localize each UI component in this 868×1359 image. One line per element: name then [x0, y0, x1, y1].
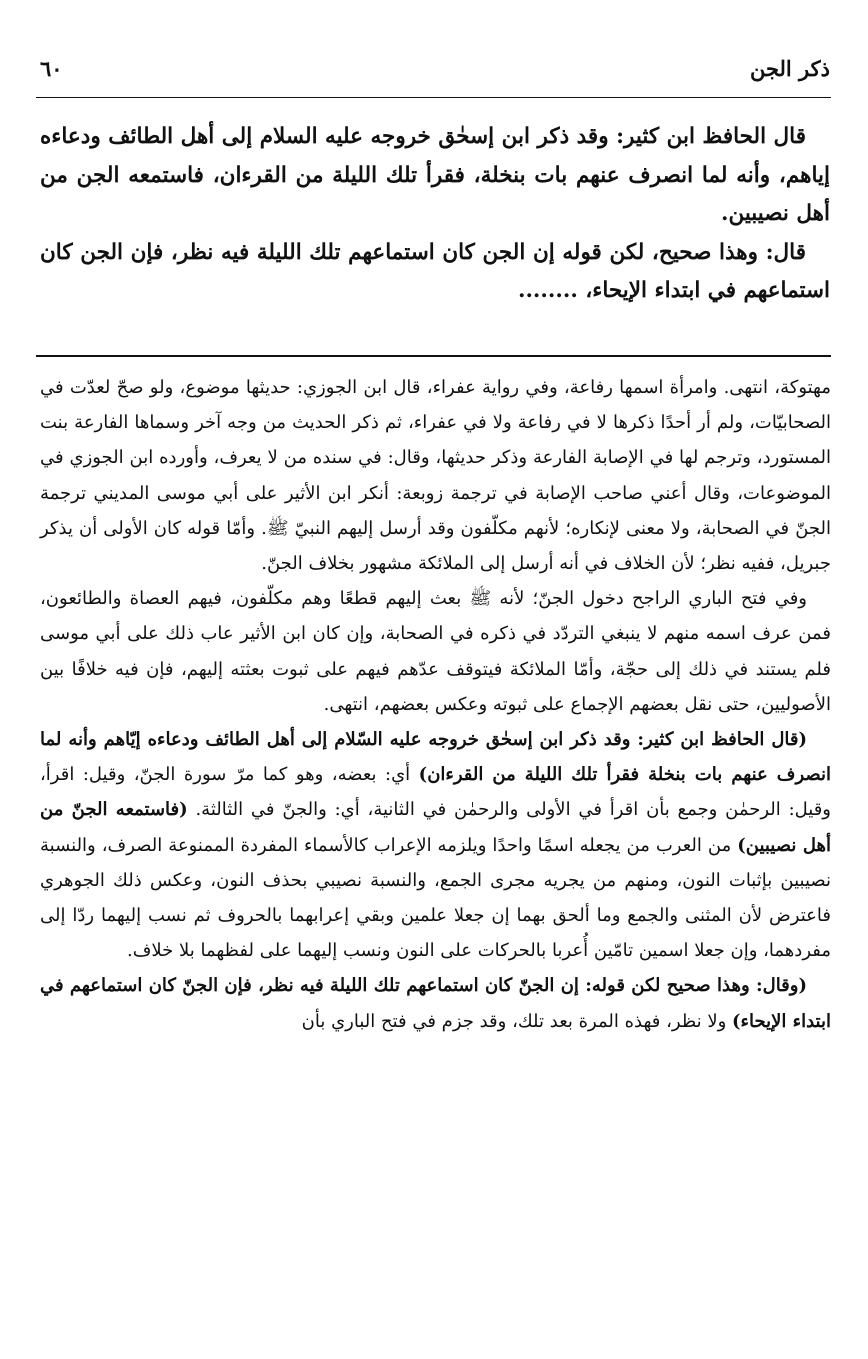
page-header — [40, 50, 830, 92]
separator-rule — [36, 355, 831, 357]
running-title: ذكر الجن — [749, 56, 830, 81]
commentary-text-span: من العرب من يجعله اسمًا واحدًا ويلزمه الإعراب كالأسماء المفردة الممنوعة الصرف، والنسبة نصيبين بإثبات النون، ومنهم من يجريه مجرى الجمع، والنسبة نصيبي بحذف النون، وعكس ذلك الجوهري فاعترض لأن المثنى والجمع وما ألحق بهما إن جعلا علمين وبقي إعرابهما بالحروف ثم نسب إليهما ردّا إلى مفردهما، وإن جعلا اسمين تامّين أُعربا بالحركات على النون ونسب إليهما على لفظهما بلا خلاف. — [40, 834, 831, 962]
page-number: ٦٠ — [40, 56, 63, 81]
commentary-paragraph-1: مهتوكة، انتهى. وامرأة اسمها رفاعة، وفي رواية عفراء، قال ابن الجوزي: حديثها موضوع، ولو صحّ لعدّت في الصحابيّات، ولم أر أحدًا ذكرها لا في رفاعة ولا في عفراء، ثم ذكر الحديث من وجه آخر وسماها الفارعة بنت المستورد، وترجم لها في الإصابة الفارعة وذكر حديثها، وقال: في سنده من لا يعرف، وأورده ابن الجوزي في الموضوعات، وقال أعني صاحب الإصابة في ترجمة زوبعة: أنكر ابن الأثير على أبي موسى المديني ترجمة الجنّ في الصحابة، ولا معنى لإنكاره؛ لأنهم مكلّفون وقد أرسل إليهم النبيّ ﷺ. وأمّا قوله كان الأولى أن يذكر جبريل، ففيه نظر؛ لأن الخلاف في أنه أرسل إلى الملائكة مشهور بخلاف الجنّ. — [40, 377, 832, 575]
commentary-text-span: ولا نظر، فهذه المرة بعد تلك، وقد جزم في فتح الباري بأن — [301, 1010, 733, 1032]
commentary-paragraph-3 — [40, 722, 831, 968]
commentary-paragraph-2: وفي فتح الباري الراجح دخول الجنّ؛ لأنه ﷺ بعث إليهم قطعًا وهم مكلّفون، فيهم العصاة والطائعون، فمن عرف اسمه منهم لا ينبغي التردّد في ذكره في الصحابة، وإن كان ابن الأثير عاب ذلك على أبي موسى فلم يستند في ذلك إلى حجّة، وأمّا الملائكة فيتوقف عدّهم فيهم على ثبوت بعثته إليهم، فإن فيه خلافًا بين الأصوليين، حتى نقل بعضهم الإجماع على ثبوته وعكس بعضهم، انتهى. — [40, 588, 831, 715]
commentary-text — [40, 370, 831, 1039]
quoted-text: (فاستمعه الجنّ من أهل نصيبين) — [40, 799, 832, 856]
main-paragraph-1: قال الحافظ ابن كثير: وقد ذكر ابن إسحٰق خروجه عليه السلام إلى أهل الطائف ودعاءه إياهم، وأنه لما انصرف عنهم بات بنخلة، فقرأ تلك الليلة من القرءان، فاستمعه الجن من أهل نصيبين. — [40, 124, 830, 226]
commentary-paragraph-4 — [40, 968, 831, 1038]
header-rule — [36, 97, 831, 98]
main-paragraph-2: قال: وهذا صحيح، لكن قوله إن الجن كان استماعهم تلك الليلة فيه نظر، فإن الجن كان استماعهم في ابتداء الإيحاء، ........ — [40, 239, 830, 303]
quoted-text: (قال الحافظ ابن كثير: وقد ذكر ابن إسحٰق خروجه عليه السّلام إلى أهل الطائف ودعاءه إيّاهم وأنه لما انصرف عنهم بات بنخلة فقرأ تلك الليلة من القرءان) — [40, 729, 831, 786]
quoted-text: (وقال: وهذا صحيح لكن قوله: إن الجنّ كان استماعهم تلك الليلة فيه نظر، فإن الجنّ كان استماعهم في ابتداء الإيحاء) — [40, 975, 831, 1032]
main-text — [40, 118, 830, 311]
commentary-text-span: أي: بعضه، وهو كما مرّ سورة الجنّ، وقيل: اقرأ، وقيل: الرحمٰن وجمع بأن اقرأ في الأولى والرحمٰن في الثانية، أي: والجنّ في الثالثة. — [40, 764, 832, 821]
